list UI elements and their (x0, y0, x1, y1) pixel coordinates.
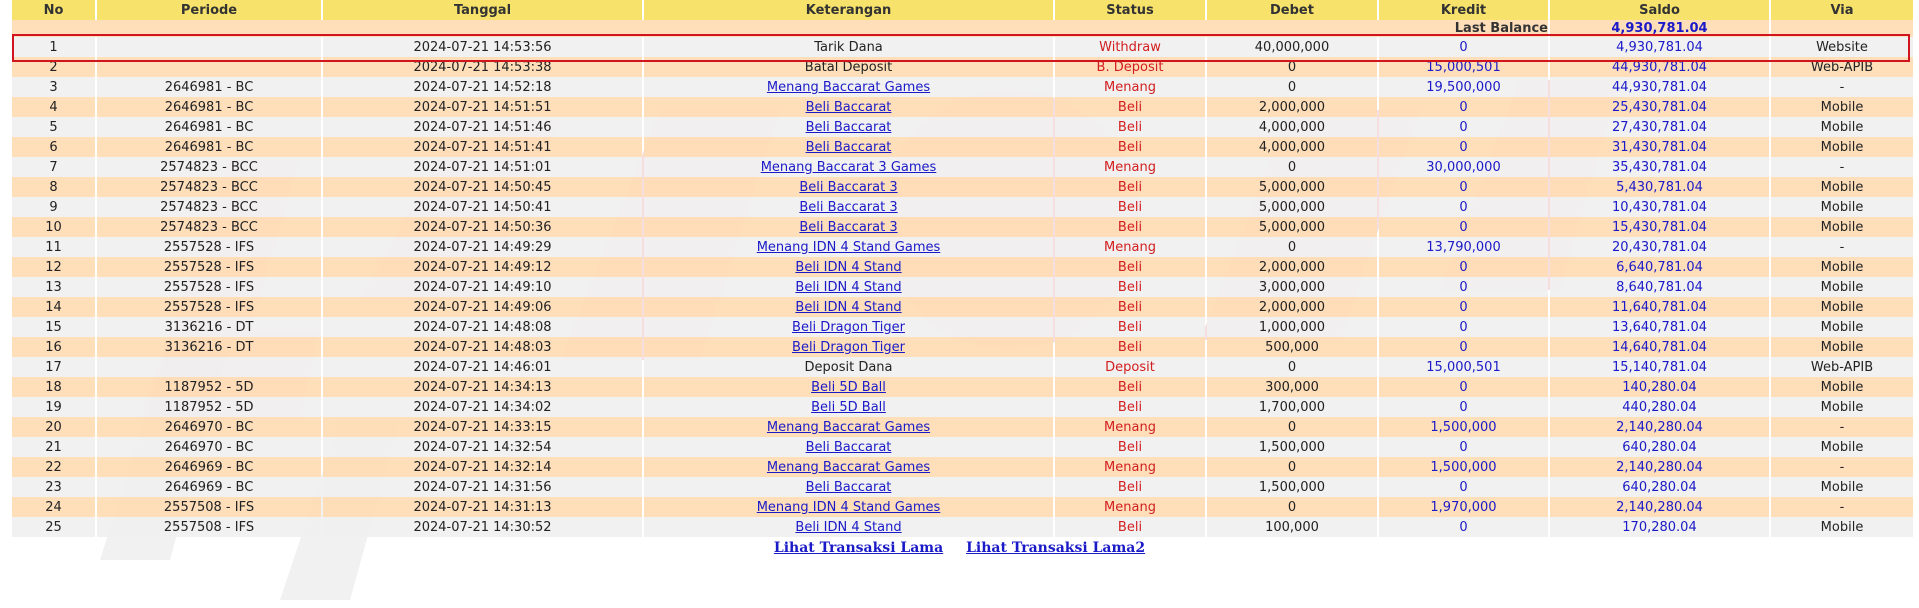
column-header-status: Status (1055, 0, 1205, 20)
cell-no: 23 (12, 477, 95, 497)
cell-tanggal: 2024-07-21 14:50:45 (323, 177, 642, 197)
cell-periode: 2574823 - BCC (97, 177, 321, 197)
cell-debet: 0 (1207, 157, 1377, 177)
cell-via: Mobile (1771, 337, 1913, 357)
cell-keterangan (644, 97, 1053, 117)
cell-no: 8 (12, 177, 95, 197)
cell-saldo: 10,430,781.04 (1550, 197, 1769, 217)
cell-periode: 3136216 - DT (97, 337, 321, 357)
cell-no: 2 (12, 57, 95, 77)
cell-no: 11 (12, 237, 95, 257)
cell-status: Beli (1055, 197, 1205, 217)
cell-status: Menang (1055, 457, 1205, 477)
cell-status: Beli (1055, 517, 1205, 537)
cell-keterangan (644, 117, 1053, 137)
column-header-tanggal: Tanggal (323, 0, 642, 20)
cell-via: Web-APIB (1771, 57, 1913, 77)
cell-via: Mobile (1771, 137, 1913, 157)
column-header-via: Via (1771, 0, 1913, 20)
cell-periode: 2574823 - BCC (97, 217, 321, 237)
cell-keterangan: Deposit Dana (644, 357, 1053, 377)
cell-debet: 0 (1207, 57, 1377, 77)
cell-tanggal: 2024-07-21 14:50:41 (323, 197, 642, 217)
keterangan-link[interactable]: Beli Baccarat 3 (799, 179, 898, 195)
table-row (12, 297, 1913, 317)
cell-no: 15 (12, 317, 95, 337)
table-row (12, 157, 1913, 177)
link-lihat-transaksi-lama[interactable]: Lihat Transaksi Lama (773, 540, 944, 556)
cell-keterangan: Tarik Dana (644, 37, 1053, 57)
cell-keterangan (644, 257, 1053, 277)
cell-saldo: 14,640,781.04 (1550, 337, 1769, 357)
cell-debet: 40,000,000 (1207, 37, 1377, 57)
cell-periode: 2557528 - IFS (97, 257, 321, 277)
keterangan-link[interactable]: Menang Baccarat 3 Games (760, 159, 937, 175)
cell-status: Beli (1055, 177, 1205, 197)
cell-via: Mobile (1771, 197, 1913, 217)
keterangan-link[interactable]: Beli Baccarat 3 (799, 199, 898, 215)
cell-status: Beli (1055, 137, 1205, 157)
cell-kredit: 0 (1379, 477, 1548, 497)
cell-status: Beli (1055, 117, 1205, 137)
table-row (12, 377, 1913, 397)
cell-via: Mobile (1771, 317, 1913, 337)
cell-status: Menang (1055, 77, 1205, 97)
cell-via: Web-APIB (1771, 357, 1913, 377)
cell-debet: 500,000 (1207, 337, 1377, 357)
cell-saldo: 35,430,781.04 (1550, 157, 1769, 177)
cell-status: Beli (1055, 437, 1205, 457)
cell-keterangan (644, 217, 1053, 237)
cell-kredit: 0 (1379, 437, 1548, 457)
cell-tanggal: 2024-07-21 14:32:14 (323, 457, 642, 477)
cell-saldo: 8,640,781.04 (1550, 277, 1769, 297)
table-row (12, 217, 1913, 237)
cell-periode: 2646981 - BC (97, 97, 321, 117)
cell-periode: 1187952 - 5D (97, 397, 321, 417)
cell-no: 21 (12, 437, 95, 457)
cell-no: 16 (12, 337, 95, 357)
cell-saldo: 6,640,781.04 (1550, 257, 1769, 277)
table-row (12, 477, 1913, 497)
cell-tanggal: 2024-07-21 14:51:41 (323, 137, 642, 157)
table-row (12, 197, 1913, 217)
cell-saldo: 13,640,781.04 (1550, 317, 1769, 337)
table-row (12, 357, 1913, 377)
column-header-debet: Debet (1207, 0, 1377, 20)
cell-no: 25 (12, 517, 95, 537)
cell-no: 19 (12, 397, 95, 417)
cell-debet: 5,000,000 (1207, 177, 1377, 197)
cell-debet: 1,700,000 (1207, 397, 1377, 417)
cell-saldo: 15,430,781.04 (1550, 217, 1769, 237)
cell-periode: 2557508 - IFS (97, 517, 321, 537)
transaction-table-container (10, 0, 1913, 537)
cell-kredit: 1,500,000 (1379, 417, 1548, 437)
cell-via: Mobile (1771, 377, 1913, 397)
cell-status: Withdraw (1055, 37, 1205, 57)
cell-saldo: 15,140,781.04 (1550, 357, 1769, 377)
cell-periode: 2557528 - IFS (97, 297, 321, 317)
cell-tanggal: 2024-07-21 14:49:10 (323, 277, 642, 297)
cell-via: Website (1771, 37, 1913, 57)
cell-via: Mobile (1771, 477, 1913, 497)
table-row (12, 417, 1913, 437)
cell-periode: 2557508 - IFS (97, 497, 321, 517)
cell-debet: 4,000,000 (1207, 137, 1377, 157)
cell-tanggal: 2024-07-21 14:34:13 (323, 377, 642, 397)
cell-debet: 5,000,000 (1207, 217, 1377, 237)
cell-saldo: 5,430,781.04 (1550, 177, 1769, 197)
cell-debet: 1,000,000 (1207, 317, 1377, 337)
table-row (12, 257, 1913, 277)
cell-debet: 0 (1207, 457, 1377, 477)
cell-via: Mobile (1771, 97, 1913, 117)
table-row (12, 337, 1913, 357)
cell-saldo: 170,280.04 (1550, 517, 1769, 537)
keterangan-link[interactable]: Beli 5D Ball (811, 379, 886, 395)
cell-saldo: 27,430,781.04 (1550, 117, 1769, 137)
cell-kredit: 1,500,000 (1379, 457, 1548, 477)
cell-saldo: 640,280.04 (1550, 477, 1769, 497)
cell-debet: 0 (1207, 237, 1377, 257)
keterangan-link[interactable]: Beli 5D Ball (811, 399, 886, 415)
cell-kredit: 0 (1379, 137, 1548, 157)
table-row (12, 237, 1913, 257)
cell-tanggal: 2024-07-21 14:48:08 (323, 317, 642, 337)
cell-tanggal: 2024-07-21 14:53:56 (323, 37, 642, 57)
cell-tanggal: 2024-07-21 14:46:01 (323, 357, 642, 377)
cell-saldo: 44,930,781.04 (1550, 77, 1769, 97)
table-row (12, 77, 1913, 97)
cell-via: Mobile (1771, 297, 1913, 317)
cell-status: Beli (1055, 377, 1205, 397)
cell-saldo: 11,640,781.04 (1550, 297, 1769, 317)
cell-tanggal: 2024-07-21 14:33:15 (323, 417, 642, 437)
cell-periode: 2557528 - IFS (97, 237, 321, 257)
cell-kredit: 0 (1379, 117, 1548, 137)
table-row (12, 277, 1913, 297)
cell-status: Deposit (1055, 357, 1205, 377)
cell-status: Beli (1055, 257, 1205, 277)
keterangan-link[interactable]: Beli IDN 4 Stand (795, 279, 902, 295)
cell-keterangan (644, 177, 1053, 197)
cell-debet: 0 (1207, 357, 1377, 377)
cell-tanggal: 2024-07-21 14:48:03 (323, 337, 642, 357)
cell-no: 10 (12, 217, 95, 237)
table-row (12, 437, 1913, 457)
column-header-no: No (12, 0, 95, 20)
cell-no: 14 (12, 297, 95, 317)
cell-keterangan (644, 417, 1053, 437)
cell-no: 22 (12, 457, 95, 477)
cell-keterangan (644, 137, 1053, 157)
cell-no: 4 (12, 97, 95, 117)
cell-kredit: 0 (1379, 277, 1548, 297)
cell-kredit: 19,500,000 (1379, 77, 1548, 97)
column-header-keterangan: Keterangan (644, 0, 1053, 20)
cell-tanggal: 2024-07-21 14:50:36 (323, 217, 642, 237)
cell-status: Beli (1055, 337, 1205, 357)
table-row (12, 497, 1913, 517)
cell-keterangan: Batal Deposit (644, 57, 1053, 77)
table-header-row (12, 0, 1913, 20)
cell-via: Mobile (1771, 437, 1913, 457)
cell-periode: 3136216 - DT (97, 317, 321, 337)
keterangan-link[interactable]: Beli Baccarat (805, 119, 892, 135)
cell-saldo: 140,280.04 (1550, 377, 1769, 397)
cell-debet: 3,000,000 (1207, 277, 1377, 297)
cell-saldo: 44,930,781.04 (1550, 57, 1769, 77)
cell-debet: 2,000,000 (1207, 297, 1377, 317)
cell-no: 18 (12, 377, 95, 397)
keterangan-link[interactable]: Menang Baccarat Games (766, 79, 931, 95)
cell-tanggal: 2024-07-21 14:32:54 (323, 437, 642, 457)
cell-debet: 0 (1207, 497, 1377, 517)
cell-kredit: 1,970,000 (1379, 497, 1548, 517)
cell-periode (97, 357, 321, 377)
table-row (12, 137, 1913, 157)
column-header-saldo: Saldo (1550, 0, 1769, 20)
cell-keterangan (644, 437, 1053, 457)
cell-periode: 2646981 - BC (97, 137, 321, 157)
cell-via: Mobile (1771, 277, 1913, 297)
cell-kredit: 0 (1379, 257, 1548, 277)
cell-tanggal: 2024-07-21 14:49:29 (323, 237, 642, 257)
keterangan-link[interactable]: Beli Dragon Tiger (792, 339, 905, 355)
cell-status: Beli (1055, 397, 1205, 417)
cell-status: Beli (1055, 317, 1205, 337)
keterangan-link[interactable]: Beli IDN 4 Stand (795, 299, 902, 315)
cell-debet: 0 (1207, 77, 1377, 97)
cell-keterangan (644, 237, 1053, 257)
cell-kredit: 30,000,000 (1379, 157, 1548, 177)
cell-via: Mobile (1771, 217, 1913, 237)
table-row (12, 397, 1913, 417)
cell-keterangan (644, 397, 1053, 417)
cell-debet: 2,000,000 (1207, 257, 1377, 277)
keterangan-link[interactable]: Beli Dragon Tiger (792, 319, 905, 335)
keterangan-link[interactable]: Beli Baccarat (805, 139, 892, 155)
cell-debet: 4,000,000 (1207, 117, 1377, 137)
cell-no: 9 (12, 197, 95, 217)
cell-status: Menang (1055, 157, 1205, 177)
cell-saldo: 2,140,280.04 (1550, 497, 1769, 517)
cell-keterangan (644, 457, 1053, 477)
cell-periode: 2574823 - BCC (97, 197, 321, 217)
keterangan-link[interactable]: Beli Baccarat (805, 439, 892, 455)
transaction-table (10, 0, 1915, 537)
cell-periode: 2646969 - BC (97, 457, 321, 477)
cell-keterangan (644, 197, 1053, 217)
keterangan-link[interactable]: Beli Baccarat (805, 479, 892, 495)
cell-no: 17 (12, 357, 95, 377)
cell-no: 13 (12, 277, 95, 297)
cell-no: 7 (12, 157, 95, 177)
cell-keterangan (644, 477, 1053, 497)
cell-kredit: 0 (1379, 377, 1548, 397)
cell-saldo: 2,140,280.04 (1550, 457, 1769, 477)
cell-kredit: 15,000,501 (1379, 357, 1548, 377)
cell-keterangan (644, 277, 1053, 297)
cell-via: - (1771, 77, 1913, 97)
cell-keterangan (644, 337, 1053, 357)
cell-keterangan (644, 497, 1053, 517)
cell-tanggal: 2024-07-21 14:30:52 (323, 517, 642, 537)
cell-tanggal: 2024-07-21 14:49:06 (323, 297, 642, 317)
cell-tanggal: 2024-07-21 14:49:12 (323, 257, 642, 277)
cell-keterangan (644, 77, 1053, 97)
cell-kredit: 0 (1379, 317, 1548, 337)
cell-kredit: 13,790,000 (1379, 237, 1548, 257)
table-row (12, 117, 1913, 137)
cell-kredit: 0 (1379, 397, 1548, 417)
cell-status: Menang (1055, 497, 1205, 517)
cell-keterangan (644, 157, 1053, 177)
table-row (12, 517, 1913, 537)
cell-tanggal: 2024-07-21 14:31:56 (323, 477, 642, 497)
cell-keterangan (644, 317, 1053, 337)
keterangan-link[interactable]: Menang Baccarat Games (766, 419, 931, 435)
cell-status: Beli (1055, 297, 1205, 317)
cell-saldo: 440,280.04 (1550, 397, 1769, 417)
cell-debet: 100,000 (1207, 517, 1377, 537)
cell-via: - (1771, 157, 1913, 177)
cell-no: 24 (12, 497, 95, 517)
cell-saldo: 4,930,781.04 (1550, 37, 1769, 57)
link-lihat-transaksi-lama2[interactable]: Lihat Transaksi Lama2 (966, 540, 1146, 556)
table-row (12, 457, 1913, 477)
cell-status: Menang (1055, 417, 1205, 437)
cell-keterangan (644, 297, 1053, 317)
column-header-kredit: Kredit (1379, 0, 1548, 20)
cell-tanggal: 2024-07-21 14:34:02 (323, 397, 642, 417)
cell-via: Mobile (1771, 257, 1913, 277)
cell-via: - (1771, 497, 1913, 517)
cell-no: 20 (12, 417, 95, 437)
cell-debet: 1,500,000 (1207, 437, 1377, 457)
table-row (12, 317, 1913, 337)
cell-status: Beli (1055, 97, 1205, 117)
cell-tanggal: 2024-07-21 14:51:51 (323, 97, 642, 117)
keterangan-link[interactable]: Menang IDN 4 Stand Games (756, 239, 941, 255)
cell-kredit: 0 (1379, 97, 1548, 117)
cell-kredit: 0 (1379, 217, 1548, 237)
cell-saldo: 20,430,781.04 (1550, 237, 1769, 257)
cell-via: - (1771, 237, 1913, 257)
cell-periode: 2557528 - IFS (97, 277, 321, 297)
cell-debet: 300,000 (1207, 377, 1377, 397)
cell-saldo: 2,140,280.04 (1550, 417, 1769, 437)
cell-saldo: 640,280.04 (1550, 437, 1769, 457)
cell-no: 6 (12, 137, 95, 157)
cell-kredit: 0 (1379, 337, 1548, 357)
cell-kredit: 0 (1379, 177, 1548, 197)
cell-kredit: 0 (1379, 517, 1548, 537)
cell-no: 12 (12, 257, 95, 277)
cell-status: Beli (1055, 217, 1205, 237)
cell-via: - (1771, 417, 1913, 437)
cell-periode: 2646970 - BC (97, 417, 321, 437)
keterangan-link[interactable]: Beli Baccarat 3 (799, 219, 898, 235)
cell-no: 5 (12, 117, 95, 137)
cell-saldo: 25,430,781.04 (1550, 97, 1769, 117)
cell-via: Mobile (1771, 397, 1913, 417)
cell-kredit: 0 (1379, 297, 1548, 317)
cell-periode: 2646981 - BC (97, 117, 321, 137)
highlight-box-row-1 (12, 34, 1910, 62)
cell-kredit: 15,000,501 (1379, 57, 1548, 77)
keterangan-link[interactable]: Menang IDN 4 Stand Games (756, 499, 941, 515)
cell-kredit: 0 (1379, 197, 1548, 217)
cell-debet: 0 (1207, 417, 1377, 437)
cell-keterangan (644, 377, 1053, 397)
keterangan-link[interactable]: Menang Baccarat Games (766, 459, 931, 475)
cell-periode: 2646970 - BC (97, 437, 321, 457)
cell-saldo: 31,430,781.04 (1550, 137, 1769, 157)
footer-links (0, 540, 1919, 556)
cell-debet: 2,000,000 (1207, 97, 1377, 117)
cell-periode: 2646969 - BC (97, 477, 321, 497)
column-header-periode: Periode (97, 0, 321, 20)
cell-periode: 2646981 - BC (97, 77, 321, 97)
last-balance-label: Last Balance (12, 20, 1548, 37)
cell-kredit: 0 (1379, 37, 1548, 57)
keterangan-link[interactable]: Beli IDN 4 Stand (795, 259, 902, 275)
keterangan-link[interactable]: Beli Baccarat (805, 99, 892, 115)
cell-status: Beli (1055, 477, 1205, 497)
last-balance-saldo: 4,930,781.04 (1550, 20, 1769, 37)
cell-no: 3 (12, 77, 95, 97)
cell-status: B. Deposit (1055, 57, 1205, 77)
cell-tanggal: 2024-07-21 14:31:13 (323, 497, 642, 517)
cell-tanggal: 2024-07-21 14:51:01 (323, 157, 642, 177)
cell-debet: 5,000,000 (1207, 197, 1377, 217)
cell-keterangan (644, 517, 1053, 537)
cell-via: Mobile (1771, 177, 1913, 197)
cell-status: Menang (1055, 237, 1205, 257)
cell-status: Beli (1055, 277, 1205, 297)
table-row (12, 177, 1913, 197)
table-row (12, 97, 1913, 117)
cell-tanggal: 2024-07-21 14:52:18 (323, 77, 642, 97)
keterangan-link[interactable]: Beli IDN 4 Stand (795, 519, 902, 535)
cell-via: Mobile (1771, 517, 1913, 537)
cell-debet: 1,500,000 (1207, 477, 1377, 497)
cell-no: 1 (12, 37, 95, 57)
cell-tanggal: 2024-07-21 14:53:38 (323, 57, 642, 77)
cell-tanggal: 2024-07-21 14:51:46 (323, 117, 642, 137)
cell-periode: 2574823 - BCC (97, 157, 321, 177)
cell-via: - (1771, 457, 1913, 477)
cell-via: Mobile (1771, 117, 1913, 137)
cell-periode: 1187952 - 5D (97, 377, 321, 397)
